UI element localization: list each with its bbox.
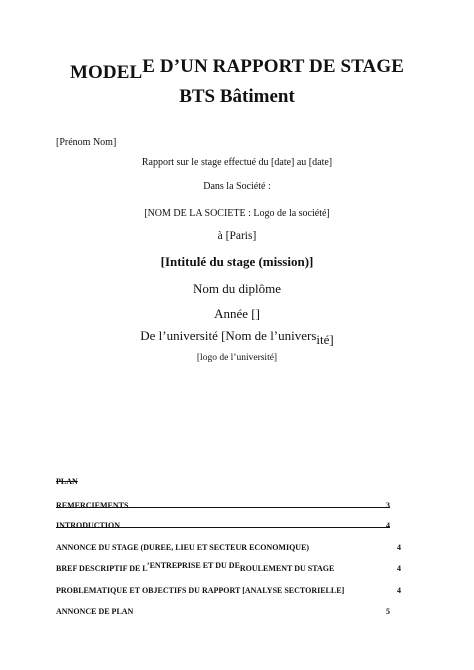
toc-entry-page: 3: [386, 501, 390, 510]
university-line: [0, 328, 474, 347]
toc-entry-label: ANNONCE DU STAGE (DUREE, LIEU ET SECTEUR ECONOMIQUE): [56, 543, 310, 552]
location: à [Paris]: [217, 230, 257, 242]
title-part-b: E D’UN RAPPORT DE STAGE: [142, 56, 404, 77]
toc-entry-page: 4: [397, 543, 401, 552]
toc-label-part-c: ROULEMENT DU STAGE: [239, 564, 335, 573]
toc-entry-page: 4: [386, 521, 390, 530]
toc-entry-label: PROBLEMATIQUE ET OBJECTIFS DU RAPPORT [ANALYSE SECTORIELLE]: [56, 586, 345, 595]
toc-entry-page: 5: [386, 607, 390, 616]
university-part-a: De l’université [Nom de l’univers: [140, 328, 317, 343]
year: Année []: [214, 306, 260, 321]
toc-entry-label: INTRODUCTION: [56, 521, 121, 530]
student-name-placeholder: [Prénom Nom]: [56, 137, 117, 148]
report-period-line: Rapport sur le stage effectué du [date] au [date]: [141, 157, 333, 168]
internship-title: [Intitulé du stage (mission)]: [160, 254, 314, 269]
company-name: [NOM DE LA SOCIETE : Logo de la société]: [144, 208, 330, 219]
title-part-a: MODEL: [70, 62, 143, 83]
diploma-name: Nom du diplôme: [192, 281, 282, 296]
toc-label-part-a: BREF DESCRIPTIF DE L: [56, 564, 147, 573]
document-subtitle: BTS Bâtiment: [179, 86, 295, 107]
toc-entry-label: [56, 561, 335, 573]
toc-entry-page: 4: [397, 564, 401, 573]
document-title: [0, 56, 474, 83]
university-logo-placeholder: [logo de l’université]: [196, 353, 278, 363]
company-intro: Dans la Société :: [203, 181, 271, 192]
university-part-b: ité]: [316, 332, 334, 347]
toc-heading: PLAN: [56, 477, 78, 486]
toc-label-part-b: ’ENTREPRISE ET DU DE: [146, 561, 240, 570]
toc-entry-page: 4: [397, 586, 401, 595]
toc-entry-label: REMERCIEMENTS: [56, 501, 129, 510]
toc-entry-label: ANNONCE DE PLAN: [56, 607, 134, 616]
